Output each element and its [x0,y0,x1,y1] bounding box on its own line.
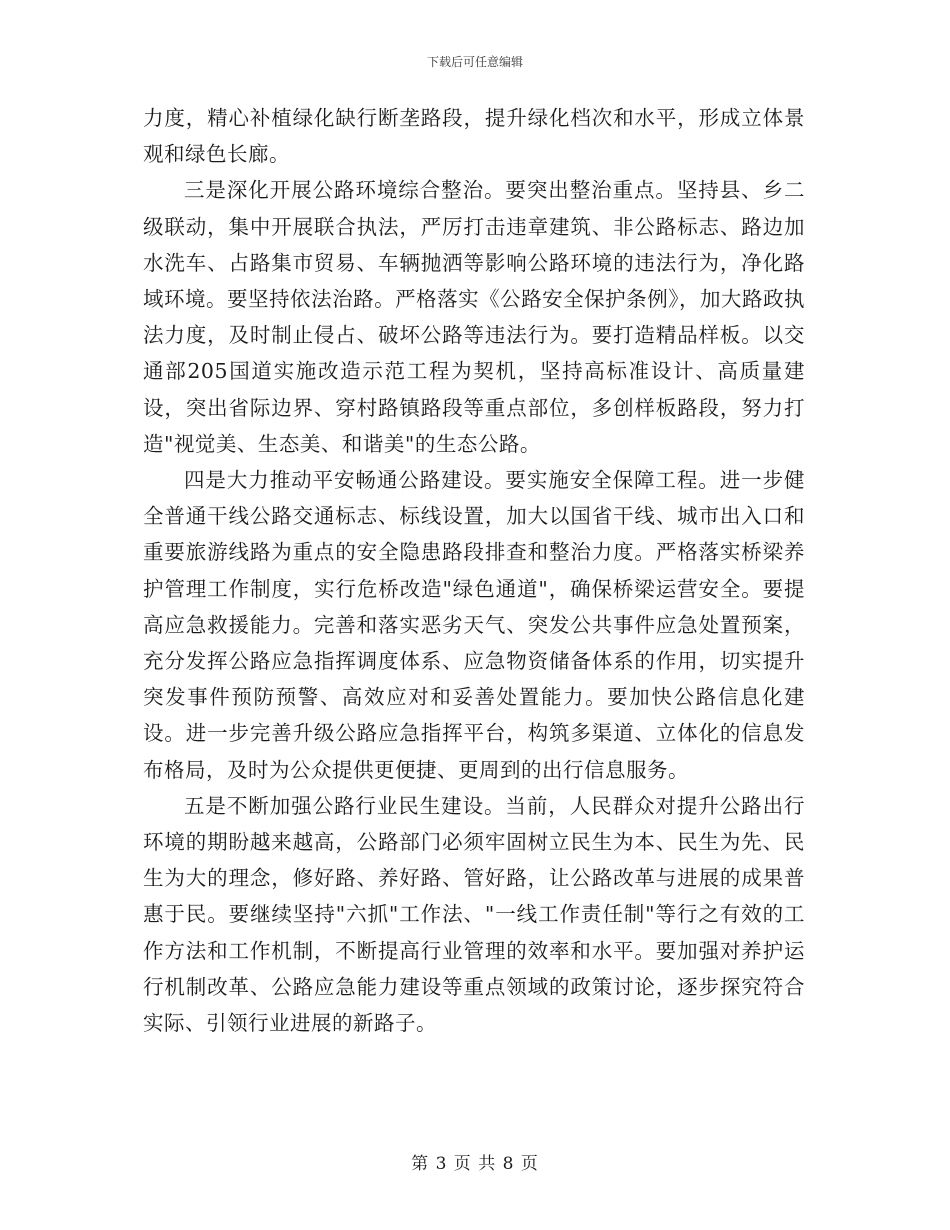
paragraph-point-five: 五是不断加强公路行业民生建设。当前，人民群众对提升公路出行环境的期盼越来越高，公路部门必须牢固树立民生为本、民生为先、民生为大的理念，修好路、养好路、管好路，让公路改革与进展的成果普惠于民。要继续坚持"六抓"工作法、"一线工作责任制"等行之有效的工作方法和工作机制，不断提高行业管理的效率和水平。要加强对养护运行机制改革、公路应急能力建设等重点领域的政策讨论，逐步探究符合实际、引领行业进展的新路子。 [143,793,805,1036]
paragraph-continuation: 力度，精心补植绿化缺行断垄路段，提升绿化档次和水平，形成立体景观和绿色长廊。 [143,106,805,167]
paragraph-point-four: 四是大力推动平安畅通公路建设。要实施安全保障工程。进一步健全普通干线公路交通标志、标线设置，加大以国省干线、城市出入口和重要旅游线路为重点的安全隐患路段排查和整治力度。严格落实桥梁养护管理工作制度，实行危桥改造"绿色通道"，确保桥梁运营安全。要提高应急救援能力。完善和落实恶劣天气、突发公共事件应急处置预案，充分发挥公路应急指挥调度体系、应急物资储备体系的作用，切实提升突发事件预防预警、高效应对和妥善处置能力。要加快公路信息化建设。进一步完善升级公路应急指挥平台，构筑多渠道、立体化的信息发布格局，及时为公众提供更便捷、更周到的出行信息服务。 [143,468,805,782]
paragraph-point-three: 三是深化开展公路环境综合整治。要突出整治重点。坚持县、乡二级联动，集中开展联合执法，严厉打击违章建筑、非公路标志、路边加水洗车、占路集市贸易、车辆抛洒等影响公路环境的违法行为，净化路域环境。要坚持依法治路。严格落实《公路安全保护条例》，加大路政执法力度，及时制止侵占、破坏公路等违法行为。要打造精品样板。以交通部205国道实施改造示范工程为契机，坚持高标准设计、高质量建设，突出省际边界、穿村路镇路段等重点部位，多创样板路段，努力打造"视觉美、生态美、和谐美"的生态公路。 [143,178,805,456]
page-number: 第 3 页 共 8 页 [411,1154,539,1174]
document-body [143,100,805,1041]
page-header-note: 下载后可任意编辑 [426,55,523,69]
